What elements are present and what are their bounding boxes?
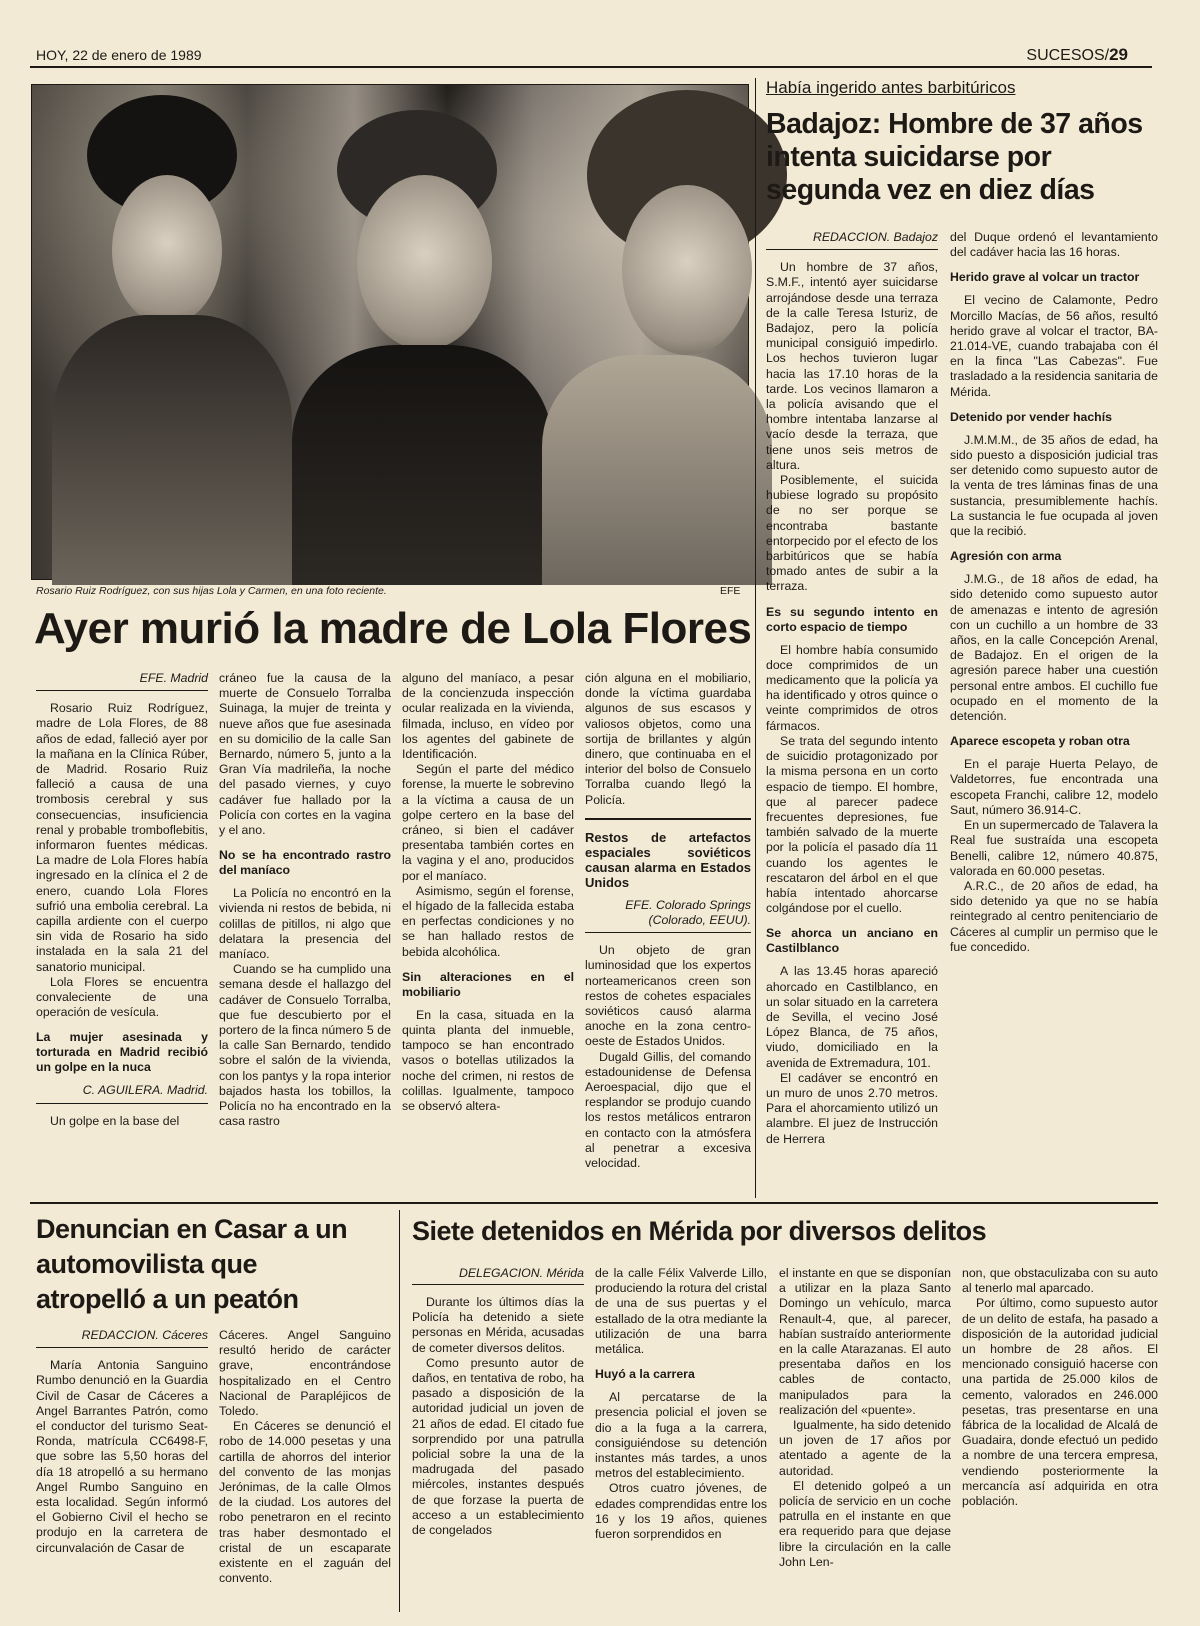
- photo-credit: EFE: [720, 585, 741, 597]
- paragraph: Por último, como supuesto autor de un delito de estafa, ha pasado a disposición de la autoridad judicial un hombre de 28 años. El mencionado consiguió hacerse con una partida de 25.000 kilos de cemento, valorados en 246.000 pesetas, tras presentarse en una fábrica de la localidad de Alcalá de Guadaira, donde efectuó un pedido a nombre de una tercera empresa, vendiendo posteriormente la mercancía así adquirida en otra población.: [962, 1296, 1158, 1509]
- paragraph: Un golpe en la base del: [50, 1113, 180, 1128]
- paragraph: Un hombre de 37 años, S.M.F., intentó ayer suicidarse arrojándose desde una terraza de la calle Teresa Isturiz, de Badajoz, pero la policía municipal consiguió impedirlo. Los hechos tuvieron lugar hacia las 17.10 horas de la tarde. Los vecinos llamaron a la policía avisando que el hombre intentaba lanzarse al vacío desde la terraza, que tiene unos seis metros de altura.: [766, 260, 938, 472]
- paragraph: Cáceres. Angel Sanguino resultó herido de carácter grave, encontrándose hospitalizado en el Centro Nacional de Parapléjicos de Toledo.: [219, 1328, 391, 1419]
- story-divider: [585, 818, 751, 820]
- photo-figure-body-right: [542, 355, 772, 585]
- paragraph: Al percatarse de la presencia policial el joven se dio a la fuga a la carrera, consiguiéndose su detención instantes más tardes, a unos metros del establecimiento.: [595, 1390, 767, 1481]
- paragraph: La Policía no encontró en la vivienda ni restos de bebida, ni colillas de pitillos, ni algo que delatara la presencia del maníaco.: [219, 886, 391, 962]
- photo-caption: Rosario Ruiz Rodríguez, con sus hijas Lola y Carmen, en una foto reciente.: [36, 585, 387, 597]
- paragraph: Asimismo, según el forense, el hígado de la fallecida estaba en perfectas condiciones y no se han hallado restos de bebida alcohólica.: [402, 883, 574, 959]
- paragraph: El vecino de Calamonte, Pedro Morcillo Macías, de 56 años, resultó herido grave al volcar el tractor, BA-21.014-VE, cuando trabajaba con él en la finca "Las Cabezas". Fue trasladado a la residencia sanitaria de Mérida.: [950, 293, 1158, 399]
- section-rule: [30, 1202, 1158, 1204]
- paragraph: En la casa, situada en la quinta planta del inmueble, tampoco se han encontrado vasos o botellas utilizados la noche del crimen, ni restos de colillas. Igualmente, tampoco se observó altera-: [402, 1007, 574, 1114]
- paragraph: non, que obstaculizaba con su auto al tenerlo mal aparcado.: [962, 1266, 1158, 1296]
- byline-aguilera: C. AGUILERA. Madrid.: [82, 1083, 208, 1098]
- paragraph: Otros cuatro jóvenes, de edades comprendidas entre los 16 y los 19 años, quienes fueron sorprendidos en: [595, 1481, 767, 1542]
- byline-colorado: EFE. Colorado Springs (Colorado, EEUU).: [625, 897, 751, 928]
- byline-rule: [36, 1347, 208, 1348]
- section-label: [1026, 45, 1128, 65]
- photo-figure-body-center: [292, 345, 552, 585]
- casar-byline: REDACCION. Cáceres: [81, 1328, 208, 1342]
- merida-col-4: [962, 1266, 1158, 1616]
- main-byline: EFE. Madrid: [139, 671, 208, 685]
- column-separator: [399, 1210, 400, 1612]
- byline-rule: [585, 932, 751, 933]
- subhead-asesinada: La mujer asesinada y torturada en Madrid recibió un golpe en la nuca: [36, 1030, 208, 1075]
- paragraph: Durante los últimos días la Policía ha detenido a siete personas en Mérida, acusadas de cometer diversos delitos.: [412, 1295, 584, 1355]
- paragraph: Posiblemente, el suicida hubiese logrado su propósito de no ser porque se encontraba bastante entorpecido por el efecto de los barbitúricos que se había tomado antes de subir a la terraza.: [766, 473, 938, 594]
- paragraph: A.R.C., de 20 años de edad, ha sido detenido ya que no se había reintegrado al centro penitenciario de Cáceres al cumplir un permiso que le fue concedido.: [950, 878, 1158, 954]
- paragraph: El hombre había consumido doce comprimidos de un medicamento que la policía ya ha identificado y otros quince o veinte comprimidos de otros fármacos.: [766, 642, 938, 733]
- paragraph: Se trata del segundo intento de suicidio protagonizado por la misma persona en un corto espacio de tiempo. El hombre, que al parecer padece frecuentes depresiones, fue también salvado de la muerte por la policía el pasado día 11 cuando los agentes le rescataron del árbol en el que había intentado ahorcarse colgándose por el cuello.: [766, 733, 938, 916]
- photo-figure-body-left: [52, 315, 292, 585]
- subhead-huyo: Huyó a la carrera: [595, 1367, 695, 1382]
- page-date: HOY, 22 de enero de 1989: [36, 47, 202, 63]
- paragraph: Lola Flores se encuentra convaleciente de una operación de vesícula.: [36, 974, 208, 1020]
- photo-lola-flores-family: [31, 84, 749, 580]
- main-article-col-2: [219, 671, 391, 1149]
- paragraph: Cuando se ha cumplido una semana desde el hallazgo del cadáver de Consuelo Torralba, que fue descubierto por el portero de la finca número 5 de la calle San Bernardo, tendido sobre el salón de la vivienda, con los pantys y la ropa interior bajados hasta los tobillos, la Policía no ha encontrado en la casa rastro: [219, 962, 391, 1129]
- subhead-hachis: Detenido por vender hachís: [950, 409, 1112, 424]
- paragraph: del Duque ordenó el levantamiento del cadáver hacia las 16 horas.: [950, 230, 1158, 260]
- paragraph: El cadáver se encontró en un muro de unos 2.70 metros. Para el ahorcamiento utilizó un alambre. El juez de Instrucción de Herrera: [766, 1070, 938, 1146]
- main-article-col-1: [36, 671, 208, 1149]
- casar-col-1: [36, 1328, 208, 1618]
- badajoz-col-1: [766, 230, 938, 1190]
- merida-col-2: [595, 1266, 767, 1616]
- subhead-artefactos: Restos de artefactos espaciales soviéticos causan alarma en Estados Unidos: [585, 829, 751, 890]
- paragraph: cráneo fue la causa de la muerte de Consuelo Torralba Suinaga, la mujer de treinta y nueve años que fue asesinada en su domicilio de la calle San Bernardo, número 5, junto a la Gran Vía madrileña, la noche del pasado viernes, y cuyo cadáver fue hallado por la Policía con cortes en la vagina y el ano.: [219, 671, 391, 838]
- merida-col-1: [412, 1266, 584, 1616]
- merida-col-3: [779, 1266, 951, 1616]
- subhead-rastro: No se ha encontrado rastro del maníaco: [219, 848, 391, 878]
- casar-headline: Denuncian en Casar a un automovilista que atropelló a un peatón: [36, 1214, 348, 1314]
- paragraph: En un supermercado de Talavera la Real fue sustraída una escopeta Benelli, calibre 12, número 40.875, valorada en 60.000 pesetas.: [950, 818, 1158, 878]
- main-article-col-3: [402, 671, 574, 1149]
- badajoz-headline: Badajoz: Hombre de 37 años intenta suicidarse por segunda vez en diez días: [766, 108, 1143, 206]
- paragraph: J.M.G., de 18 años de edad, ha sido detenido como supuesto autor de amenazas e intento de agresión con un cuchillo a un hombre de 33 años, en la calle Concepción Arenal, de Badajoz. En el origen de la agresión parece haber una cuestión personal entre ambos. El cuchillo fue ocupado en el momento de la detención.: [950, 572, 1158, 724]
- paragraph: alguno del maníaco, a pesar de la concienzuda inspección ocular realizada en la vivienda, filmada, incluso, en vídeo por los agentes del gabinete de Identificación.: [402, 671, 574, 762]
- badajoz-col-2: [950, 230, 1158, 1190]
- paragraph: En el paraje Huerta Pelayo, de Valdetorres, fue encontrada una escopeta Franchi, calibre 12, modelo Saut, número 36.914-C.: [950, 757, 1158, 817]
- subhead-ahorca: Se ahorca un anciano en Castilblanco: [766, 926, 938, 956]
- paragraph: de la calle Félix Valverde Lillo, produciendo la rotura del cristal de una de sus puertas y el estallado de la otra mediante la utilización de una barra metálica.: [595, 1266, 767, 1357]
- paragraph: En Cáceres se denunció el robo de 14.000 pesetas y una cartilla de ahorros del interior del convento de las monjas Jerónimas, de la calle Olmos de la ciudad. Los autores del robo penetraron en el recinto tras haber desmontado el cristal de un escaparate existente en el zaguán del convento.: [219, 1419, 391, 1586]
- paragraph: Dugald Gillis, del comando estadounidense de Defensa Aeroespacial, dijo que el resplandor se produjo cuando los restos metálicos entraron en contacto con la atmósfera al penetrar a excesiva velocidad.: [585, 1049, 751, 1171]
- photo-figure-face-right: [622, 185, 752, 355]
- section-name: SUCESOS/: [1026, 47, 1110, 64]
- photo-figure-face-center: [357, 175, 492, 350]
- main-headline: Ayer murió la madre de Lola Flores: [34, 604, 752, 653]
- paragraph: A las 13.45 horas apareció ahorcado en Castilblanco, en un solar situado en la carretera de Sevilla, el vecino José López Blanca, de 75 años, viudo, domiciliado en la avenida de Extremadura, 101.: [766, 964, 938, 1070]
- byline-rule: [766, 249, 938, 250]
- merida-byline: DELEGACION. Mérida: [458, 1266, 584, 1280]
- paragraph: Según el parte del médico forense, la muerte le sobrevino a la víctima a causa de un golpe certero en la base del cráneo, si bien el cadáver presentaba también cortes en la vagina y el ano, producidos por el maníaco.: [402, 762, 574, 883]
- paragraph: Igualmente, ha sido detenido un joven de 17 años por atentado a agente de la autoridad.: [779, 1418, 951, 1478]
- paragraph: Como presunto autor de daños, en tentativa de robo, ha pasado a disposición de la autoridad judicial un joven de 21 años de edad. El citado fue sorprendido por una patrulla policial sobre la una de la madrugada del pasado miércoles, instantes después de que forzase la puerta de acceso a un establecimiento de congelados: [412, 1355, 584, 1538]
- page-number: 29: [1109, 45, 1128, 64]
- paragraph: El detenido golpeó a un policía de servicio en un coche patrulla en el instante en que era requerido para que dejase libre la circulación en la calle John Len-: [779, 1478, 951, 1569]
- column-separator: [755, 78, 756, 1198]
- photo-figure-face-left: [112, 175, 222, 325]
- byline-rule: [36, 1103, 208, 1104]
- paragraph: J.M.M.M., de 35 años de edad, ha sido puesto a disposición judicial tras ser detenido como supuesto autor de la venta de tres láminas finas de una sustancia, presumiblemente hachís. La sustancia le fue ocupada al joven que la recibió.: [950, 432, 1158, 539]
- paragraph: Rosario Ruiz Rodríguez, madre de Lola Flores, de 88 años de edad, falleció ayer por la mañana en la Clínica Rúber, de Madrid. Rosario Ruiz falleció a causa de una trombosis cerebral y sus consecuencias, insuficiencia renal y probable tromboflebitis, informaron fuentes médicas. La madre de Lola Flores había ingresado en la clínica el 2 de enero, cuando Lola Flores sufrió una embolia cerebral. La capilla ardiente con el cuerpo sin vida de Rosario ha sido instalada en la sala 21 del sanatorio municipal.: [36, 701, 208, 974]
- byline-rule: [412, 1284, 584, 1285]
- merida-headline: Siete detenidos en Mérida por diversos delitos: [412, 1216, 987, 1246]
- header-rule: [30, 66, 1152, 68]
- subhead-segundo-intento: Es su segundo intento en corto espacio de tiempo: [766, 604, 938, 634]
- subhead-escopeta: Aparece escopeta y roban otra: [950, 734, 1130, 749]
- subhead-tractor: Herido grave al volcar un tractor: [950, 270, 1140, 285]
- badajoz-byline: REDACCION. Badajoz: [812, 230, 938, 244]
- subhead-agresion: Agresión con arma: [950, 549, 1062, 564]
- paragraph: María Antonia Sanguino Rumbo denunció en la Guardia Civil de Casar de Cáceres a Angel Barrantes Patrón, como el conductor del turismo Seat-Ronda, matrícula CC6498-F, que sobre las 5,50 horas del día 18 atropelló a su hermano Angel Rumbo Sanguino en esta localidad. Según informó el Gobierno Civil el hecho se produjo en la carretera de circunvalación de Casar de: [36, 1358, 208, 1555]
- subhead-mobiliario: Sin alteraciones en el mobiliario: [402, 969, 574, 999]
- paragraph: ción alguna en el mobiliario, donde la víctima guardaba algunos de sus escasos y valiosos objetos, como una sortija de brillantes y algún dinero, que continuaba en el interior del bolso de Consuelo Torralba cuando llegó la Policía.: [585, 671, 751, 807]
- casar-col-2: [219, 1328, 391, 1618]
- badajoz-kicker: Había ingerido antes barbitúricos: [766, 78, 1016, 97]
- paragraph: Un objeto de gran luminosidad que los expertos norteamericanos creen son restos de cohetes espaciales soviéticos causó alarma anoche en la zona centro-oeste de Estados Unidos.: [585, 943, 751, 1049]
- paragraph: el instante en que se disponían a utilizar en la plaza Santo Domingo un vehículo, marca Renault-4, que, al parecer, habían sustraído anteriormente en la calle Atarazanas. El auto presentaba daños en los cables de contacto, manipulados para la realización del «puente».: [779, 1266, 951, 1417]
- main-article-col-4: [585, 671, 751, 1171]
- byline-rule: [36, 690, 208, 691]
